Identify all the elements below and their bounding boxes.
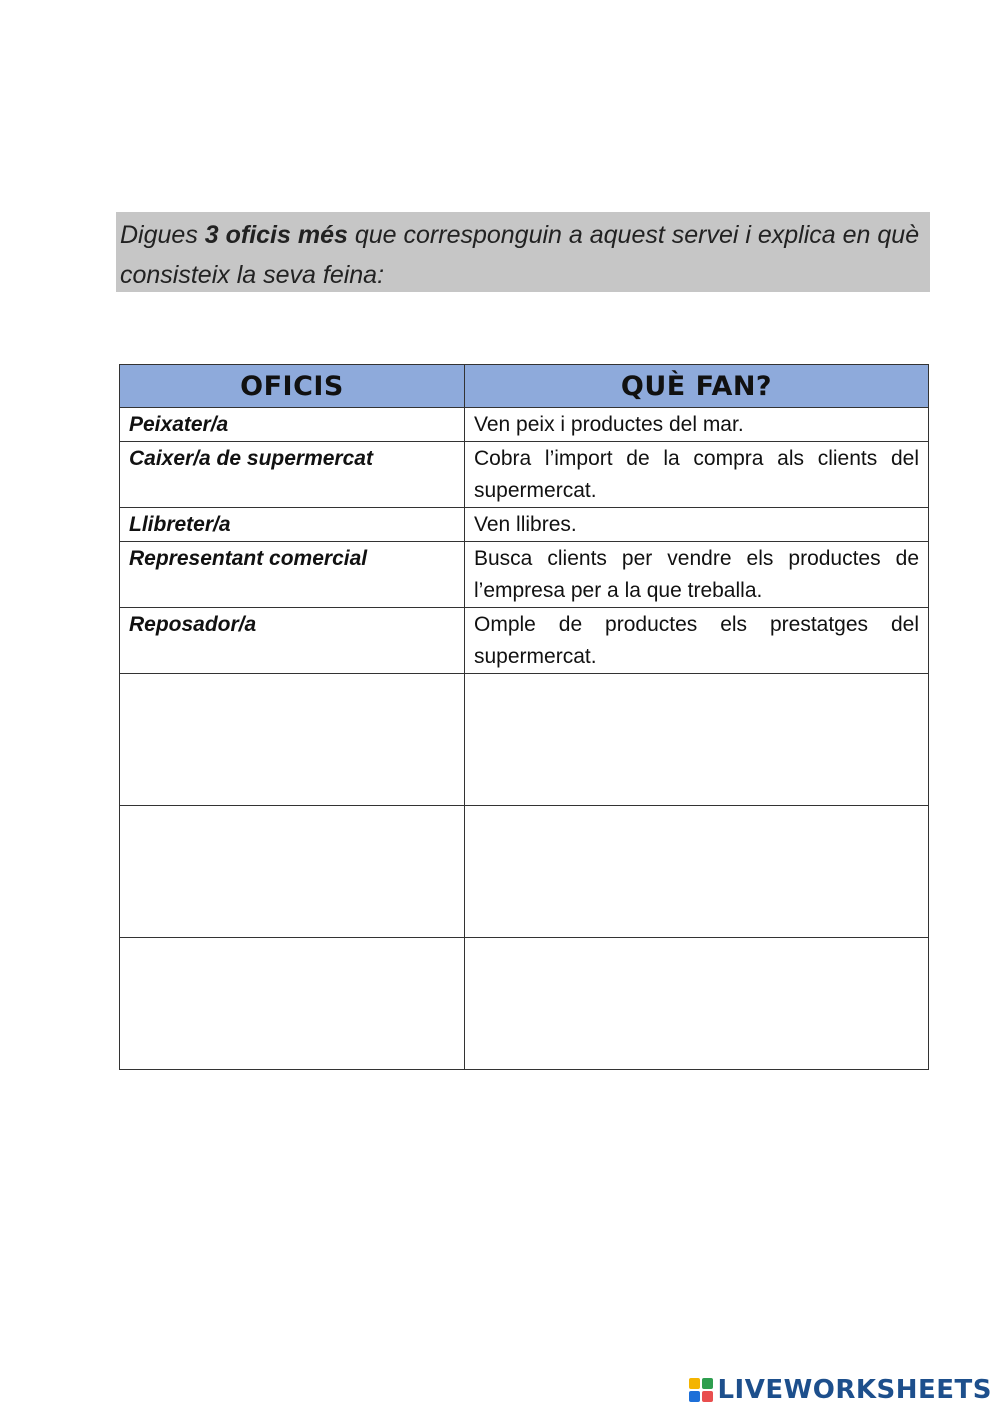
instruction-prefix: Digues bbox=[120, 221, 205, 249]
description-cell: Busca clients per vendre els productes de l’empresa per a la que treballa. bbox=[465, 542, 929, 608]
table-row bbox=[120, 408, 929, 442]
description-cell: Ven peix i productes del mar. bbox=[465, 408, 929, 442]
blank-description-cell[interactable] bbox=[465, 938, 929, 1070]
liveworksheets-logo-icon bbox=[689, 1378, 713, 1402]
liveworksheets-logo-text: LIVEWORKSHEETS bbox=[717, 1375, 992, 1405]
ofici-cell: Reposador/a bbox=[120, 608, 465, 674]
table-header-row bbox=[120, 365, 929, 408]
ofici-cell: Caixer/a de supermercat bbox=[120, 442, 465, 508]
logo-square-icon bbox=[689, 1391, 700, 1402]
description-cell: Cobra l’import de la compra als clients del supermercat. bbox=[465, 442, 929, 508]
instruction-text bbox=[116, 212, 930, 292]
instruction-suffix: que corresponguin a aquest servei i explica en què consisteix la seva feina: bbox=[120, 221, 920, 289]
instruction-emphasis: 3 oficis més bbox=[204, 221, 348, 249]
logo-square-icon bbox=[702, 1391, 713, 1402]
blank-answer-row bbox=[120, 674, 929, 806]
ofici-cell: Peixater/a bbox=[120, 408, 465, 442]
logo-square-icon bbox=[689, 1378, 700, 1389]
table-row bbox=[120, 442, 929, 508]
logo-square-icon bbox=[702, 1378, 713, 1389]
blank-description-cell[interactable] bbox=[465, 674, 929, 806]
blank-ofici-cell[interactable] bbox=[120, 806, 465, 938]
header-oficis: OFICIS bbox=[120, 365, 465, 408]
table-row bbox=[120, 608, 929, 674]
ofici-cell: Llibreter/a bbox=[120, 508, 465, 542]
table-row bbox=[120, 508, 929, 542]
liveworksheets-logo bbox=[689, 1375, 992, 1405]
blank-ofici-cell[interactable] bbox=[120, 674, 465, 806]
blank-description-cell[interactable] bbox=[465, 806, 929, 938]
table-row bbox=[120, 542, 929, 608]
ofici-cell: Representant comercial bbox=[120, 542, 465, 608]
blank-ofici-cell[interactable] bbox=[120, 938, 465, 1070]
blank-answer-row bbox=[120, 938, 929, 1070]
header-que-fan: QUÈ FAN? bbox=[465, 365, 929, 408]
oficis-table bbox=[119, 364, 929, 1070]
description-cell: Omple de productes els prestatges del supermercat. bbox=[465, 608, 929, 674]
blank-answer-row bbox=[120, 806, 929, 938]
description-cell: Ven llibres. bbox=[465, 508, 929, 542]
